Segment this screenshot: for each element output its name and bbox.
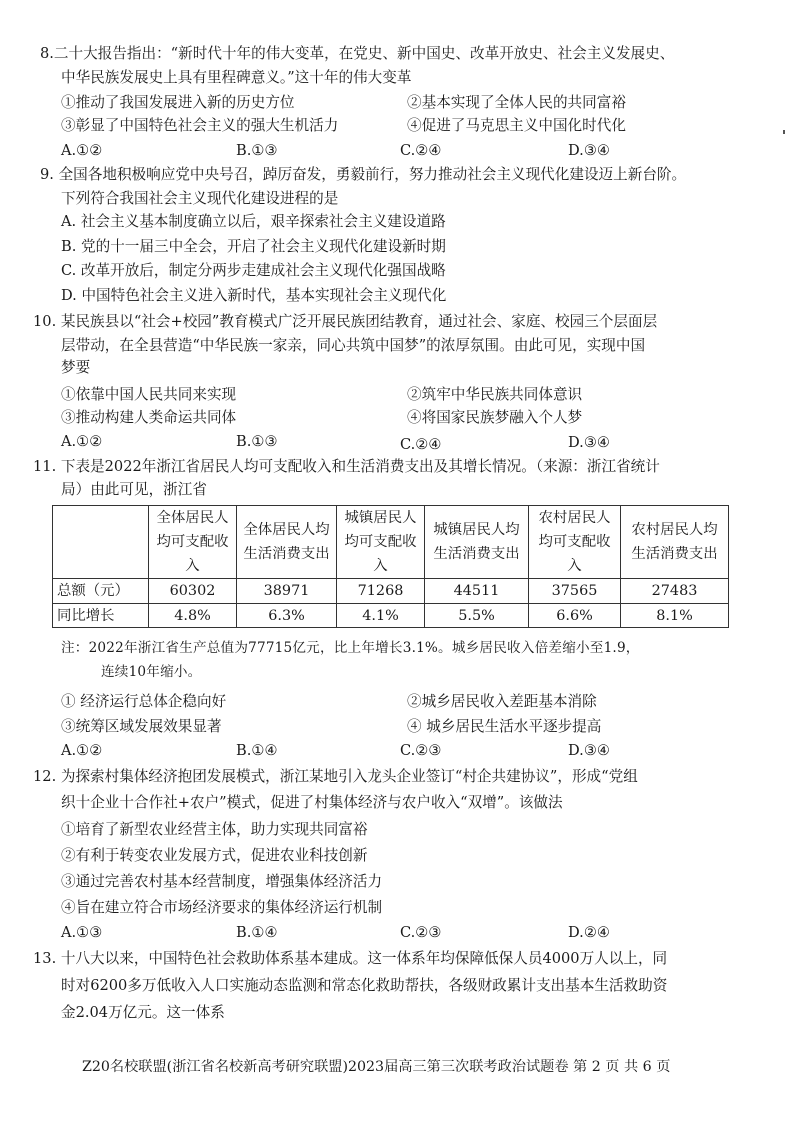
q11-option-c: C.②③ bbox=[400, 742, 442, 759]
table-cell: 6.6% bbox=[529, 604, 621, 628]
q12-option-c: C.②③ bbox=[400, 924, 442, 941]
table-header: 城镇居民人均可支配收入 bbox=[337, 506, 425, 579]
q13-stem-line2: 时对6200多万低收入人口实施动态监测和常态化救助帮扶，各级财政累计支出基本生活救助资 bbox=[61, 977, 668, 994]
table-cell: 27483 bbox=[621, 579, 729, 604]
q9-stem-line2: 下列符合我国社会主义现代化建设进程的是 bbox=[61, 190, 339, 207]
table-cell: 44511 bbox=[425, 579, 529, 604]
page-footer: Z20名校联盟(浙江省名校新高考研究联盟)2023届高三第三次联考政治试题卷 第 2 页 共 6 页 bbox=[82, 1059, 671, 1075]
table-cell: 8.1% bbox=[621, 604, 729, 628]
q11-note-line1: 注：2022年浙江省生产总值为77715亿元，比上年增长3.1%。城乡居民收入倍差缩小至1.9， bbox=[61, 640, 640, 656]
table-cell: 4.1% bbox=[337, 604, 425, 628]
q8-statement-3: ③彰显了中国特色社会主义的强大生机活力 bbox=[61, 117, 339, 134]
q8-stem-line1: 8.二十大报告指出：“新时代十年的伟大变革，在党史、新中国史、改革开放史、社会主义发展史、 bbox=[40, 45, 675, 62]
table-row bbox=[53, 604, 729, 628]
table-cell: 5.5% bbox=[425, 604, 529, 628]
q13-stem-line3: 金2.04万亿元。这一体系 bbox=[61, 1004, 225, 1021]
q10-statement-2: ②筑牢中华民族共同体意识 bbox=[407, 386, 583, 403]
q8-option-c: C.②④ bbox=[400, 142, 442, 159]
q11-statement-1: ① 经济运行总体企稳向好 bbox=[61, 693, 227, 710]
q11-option-d: D.③④ bbox=[568, 742, 610, 759]
q10-statement-3: ③推动构建人类命运共同体 bbox=[61, 409, 237, 426]
q10-statement-1: ①依靠中国人民共同来实现 bbox=[61, 386, 237, 403]
q8-statement-4: ④促进了马克思主义中国化时代化 bbox=[407, 117, 626, 134]
table-header: 农村居民人均可支配收入 bbox=[529, 506, 621, 579]
q8-option-a: A.①② bbox=[61, 142, 103, 159]
table-row-label: 同比增长 bbox=[53, 604, 149, 628]
q10-option-a: A.①② bbox=[61, 433, 103, 450]
table-cell: 60302 bbox=[149, 579, 237, 604]
q11-note-line2: 连续10年缩小。 bbox=[101, 664, 202, 680]
table-corner-cell bbox=[53, 506, 149, 579]
table-cell: 38971 bbox=[237, 579, 337, 604]
table-row-label: 总额（元） bbox=[53, 579, 149, 604]
q12-option-a: A.①③ bbox=[61, 924, 103, 941]
q10-stem-line2: 层带动，在全县营造“中华民族一家亲，同心共筑中国梦”的浓厚氛围。由此可见，实现中国 bbox=[61, 337, 646, 354]
income-spending-table bbox=[52, 505, 729, 628]
q10-option-d: D.③④ bbox=[568, 434, 610, 451]
q11-statement-2: ②城乡居民收入差距基本消除 bbox=[407, 693, 597, 710]
q8-stem-line2: 中华民族发展史上具有里程碑意义。”这十年的伟大变革 bbox=[61, 69, 412, 86]
q8-option-d: D.③④ bbox=[568, 142, 610, 159]
q12-statement-1: ①培育了新型农业经营主体，助力实现共同富裕 bbox=[61, 821, 368, 838]
q9-option-d: D. 中国特色社会主义进入新时代，基本实现社会主义现代化 bbox=[61, 287, 447, 304]
margin-mark bbox=[783, 130, 785, 134]
q9-option-a: A. 社会主义基本制度确立以后，艰辛探索社会主义建设道路 bbox=[61, 213, 446, 230]
q12-option-d: D.②④ bbox=[568, 924, 610, 941]
table-cell: 4.8% bbox=[149, 604, 237, 628]
q10-stem-line3: 梦要 bbox=[61, 359, 91, 376]
q12-statement-2: ②有利于转变农业发展方式，促进农业科技创新 bbox=[61, 847, 368, 864]
table-header: 农村居民人均生活消费支出 bbox=[621, 506, 729, 579]
q11-stem-line1: 11. 下表是2022年浙江省居民人均可支配收入和生活消费支出及其增长情况。（来源：浙江省统计 bbox=[33, 458, 660, 475]
q9-option-c: C. 改革开放后，制定分两步走建成社会主义现代化强国战略 bbox=[61, 262, 446, 279]
q11-option-b: B.①④ bbox=[236, 742, 278, 759]
q10-option-b: B.①③ bbox=[236, 433, 278, 450]
table-row bbox=[53, 579, 729, 604]
q12-statement-3: ③通过完善农村基本经营制度，增强集体经济活力 bbox=[61, 873, 383, 890]
q9-option-b: B. 党的十一届三中全会，开启了社会主义现代化建设新时期 bbox=[61, 238, 446, 255]
table-cell: 71268 bbox=[337, 579, 425, 604]
q11-statement-4: ④ 城乡居民生活水平逐步提高 bbox=[407, 718, 602, 735]
table-header-row bbox=[53, 506, 729, 579]
table-header: 全体居民人均可支配收入 bbox=[149, 506, 237, 579]
q12-option-b: B.①④ bbox=[236, 924, 278, 941]
q12-stem-line2: 织十企业十合作社+农户”模式，促进了村集体经济与农户收入“双增”。该做法 bbox=[61, 794, 563, 811]
q8-statement-1: ①推动了我国发展进入新的历史方位 bbox=[61, 94, 295, 111]
q8-statement-2: ②基本实现了全体人民的共同富裕 bbox=[407, 94, 626, 111]
q9-stem-line1: 9. 全国各地积极响应党中央号召，踔厉奋发，勇毅前行，努力推动社会主义现代化建设迈上新台阶。 bbox=[40, 166, 687, 183]
table-cell: 37565 bbox=[529, 579, 621, 604]
q10-option-c: C.②④ bbox=[400, 436, 442, 453]
table-cell: 6.3% bbox=[237, 604, 337, 628]
q11-stem-line2: 局）由此可见，浙江省 bbox=[61, 481, 207, 498]
q10-statement-4: ④将国家民族梦融入个人梦 bbox=[407, 409, 583, 426]
q11-statement-3: ③统筹区域发展效果显著 bbox=[61, 718, 222, 735]
q11-option-a: A.①② bbox=[61, 742, 103, 759]
q8-option-b: B.①③ bbox=[236, 142, 278, 159]
q12-stem-line1: 12. 为探索村集体经济抱团发展模式，浙江某地引入龙头企业签订“村企共建协议”，形成“党组 bbox=[33, 768, 638, 785]
table-header: 全体居民人均生活消费支出 bbox=[237, 506, 337, 579]
q13-stem-line1: 13. 十八大以来，中国特色社会救助体系基本建成。这一体系年均保障低保人员4000万人以上，同 bbox=[33, 950, 668, 967]
q10-stem-line1: 10. 某民族县以“社会+校园”教育模式广泛开展民族团结教育，通过社会、家庭、校园三个层面层 bbox=[33, 313, 658, 330]
table-header: 城镇居民人均生活消费支出 bbox=[425, 506, 529, 579]
q12-statement-4: ④旨在建立符合市场经济要求的集体经济运行机制 bbox=[61, 899, 383, 916]
